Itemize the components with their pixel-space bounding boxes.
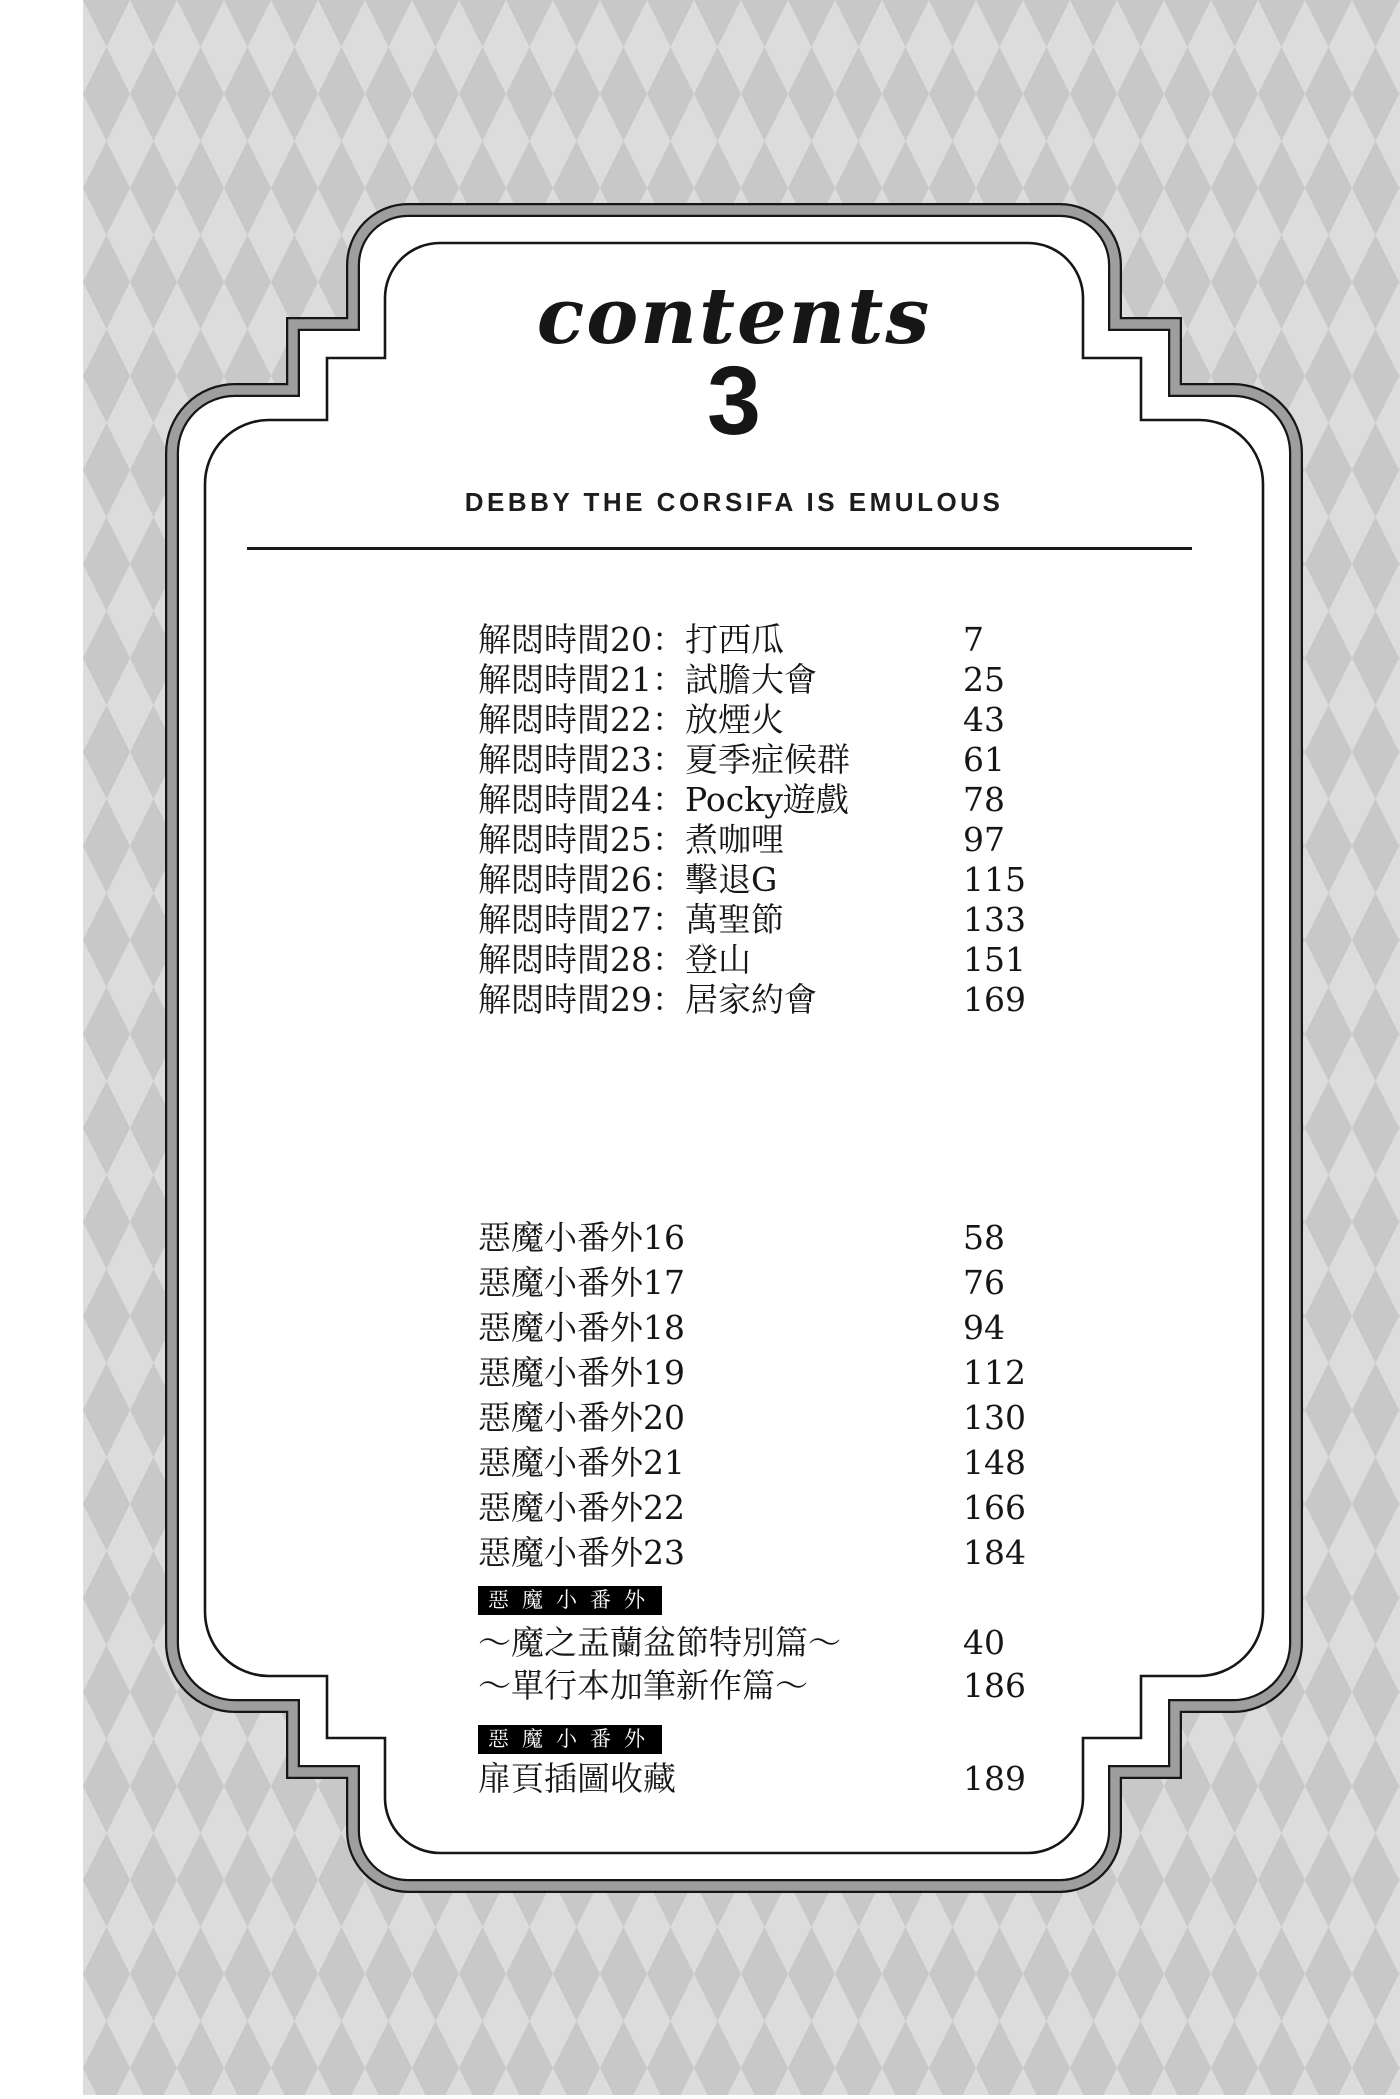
chapter-title: 解悶時間22：放煙火: [478, 700, 784, 739]
special-title: ～魔之盂蘭盆節特別篇～: [478, 1623, 841, 1662]
volume-number: 3: [707, 346, 761, 455]
toc-row: [478, 1485, 1058, 1531]
extra-title: 惡魔小番外17: [478, 1263, 685, 1302]
toc-row: [478, 1440, 1058, 1486]
toc-row: [478, 1530, 1058, 1576]
chapter-title: 解悶時間24：Pocky遊戲: [478, 780, 849, 819]
extra-page: 184: [963, 1533, 1026, 1572]
chapter-title: 解悶時間27：萬聖節: [478, 900, 784, 939]
special-section-badge: 惡魔小番外: [478, 1586, 662, 1615]
chapter-page: 97: [963, 820, 1005, 859]
extra-title: 惡魔小番外20: [478, 1398, 685, 1437]
toc-row: [478, 1756, 1058, 1802]
special-page: 189: [963, 1759, 1026, 1798]
toc-row: [478, 1260, 1058, 1306]
chapter-title: 解悶時間21：試膽大會: [478, 660, 817, 699]
extra-title: 惡魔小番外21: [478, 1443, 685, 1482]
extra-page: 166: [963, 1488, 1026, 1527]
extra-title: 惡魔小番外19: [478, 1353, 685, 1392]
toc-row: [478, 1663, 1058, 1709]
chapter-title: 解悶時間25：煮咖哩: [478, 820, 784, 859]
chapter-title: 解悶時間23：夏季症候群: [478, 740, 850, 779]
special-title: ～單行本加筆新作篇～: [478, 1666, 808, 1705]
toc-row: [478, 1215, 1058, 1261]
special-page: 40: [963, 1623, 1005, 1662]
chapter-title: 解悶時間29：居家約會: [478, 980, 817, 1019]
toc-row: [478, 1620, 1058, 1666]
chapter-title: 解悶時間28：登山: [478, 940, 751, 979]
extra-title: 惡魔小番外23: [478, 1533, 685, 1572]
header-divider: [247, 547, 1192, 550]
extra-title: 惡魔小番外18: [478, 1308, 685, 1347]
chapter-page: 78: [963, 780, 1005, 819]
extra-title: 惡魔小番外22: [478, 1488, 685, 1527]
chapter-page: 115: [963, 860, 1026, 899]
special-title: 扉頁插圖收藏: [478, 1759, 676, 1798]
chapter-title: 解悶時間26：擊退G: [478, 860, 778, 899]
chapter-title: 解悶時間20：打西瓜: [478, 620, 784, 659]
toc-row: [478, 1350, 1058, 1396]
chapter-page: 7: [963, 620, 984, 659]
toc-row: [478, 977, 1058, 1023]
chapter-page: 61: [963, 740, 1005, 779]
toc-row: [478, 1395, 1058, 1441]
special-page: 186: [963, 1666, 1026, 1705]
extra-page: 148: [963, 1443, 1026, 1482]
chapter-page: 133: [963, 900, 1026, 939]
chapter-page: 25: [963, 660, 1005, 699]
extra-page: 94: [963, 1308, 1005, 1347]
chapter-page: 43: [963, 700, 1005, 739]
extra-page: 58: [963, 1218, 1005, 1257]
series-subtitle: DEBBY THE CORSIFA IS EMULOUS: [464, 487, 1004, 517]
toc-row: [478, 1305, 1058, 1351]
page-title: contents: [536, 271, 932, 362]
extra-page: 130: [963, 1398, 1026, 1437]
special-section-badge: 惡魔小番外: [478, 1725, 662, 1754]
chapter-page: 151: [963, 940, 1026, 979]
chapter-page: 169: [963, 980, 1026, 1019]
extra-page: 76: [963, 1263, 1005, 1302]
extra-title: 惡魔小番外16: [478, 1218, 685, 1257]
extra-page: 112: [963, 1353, 1026, 1392]
